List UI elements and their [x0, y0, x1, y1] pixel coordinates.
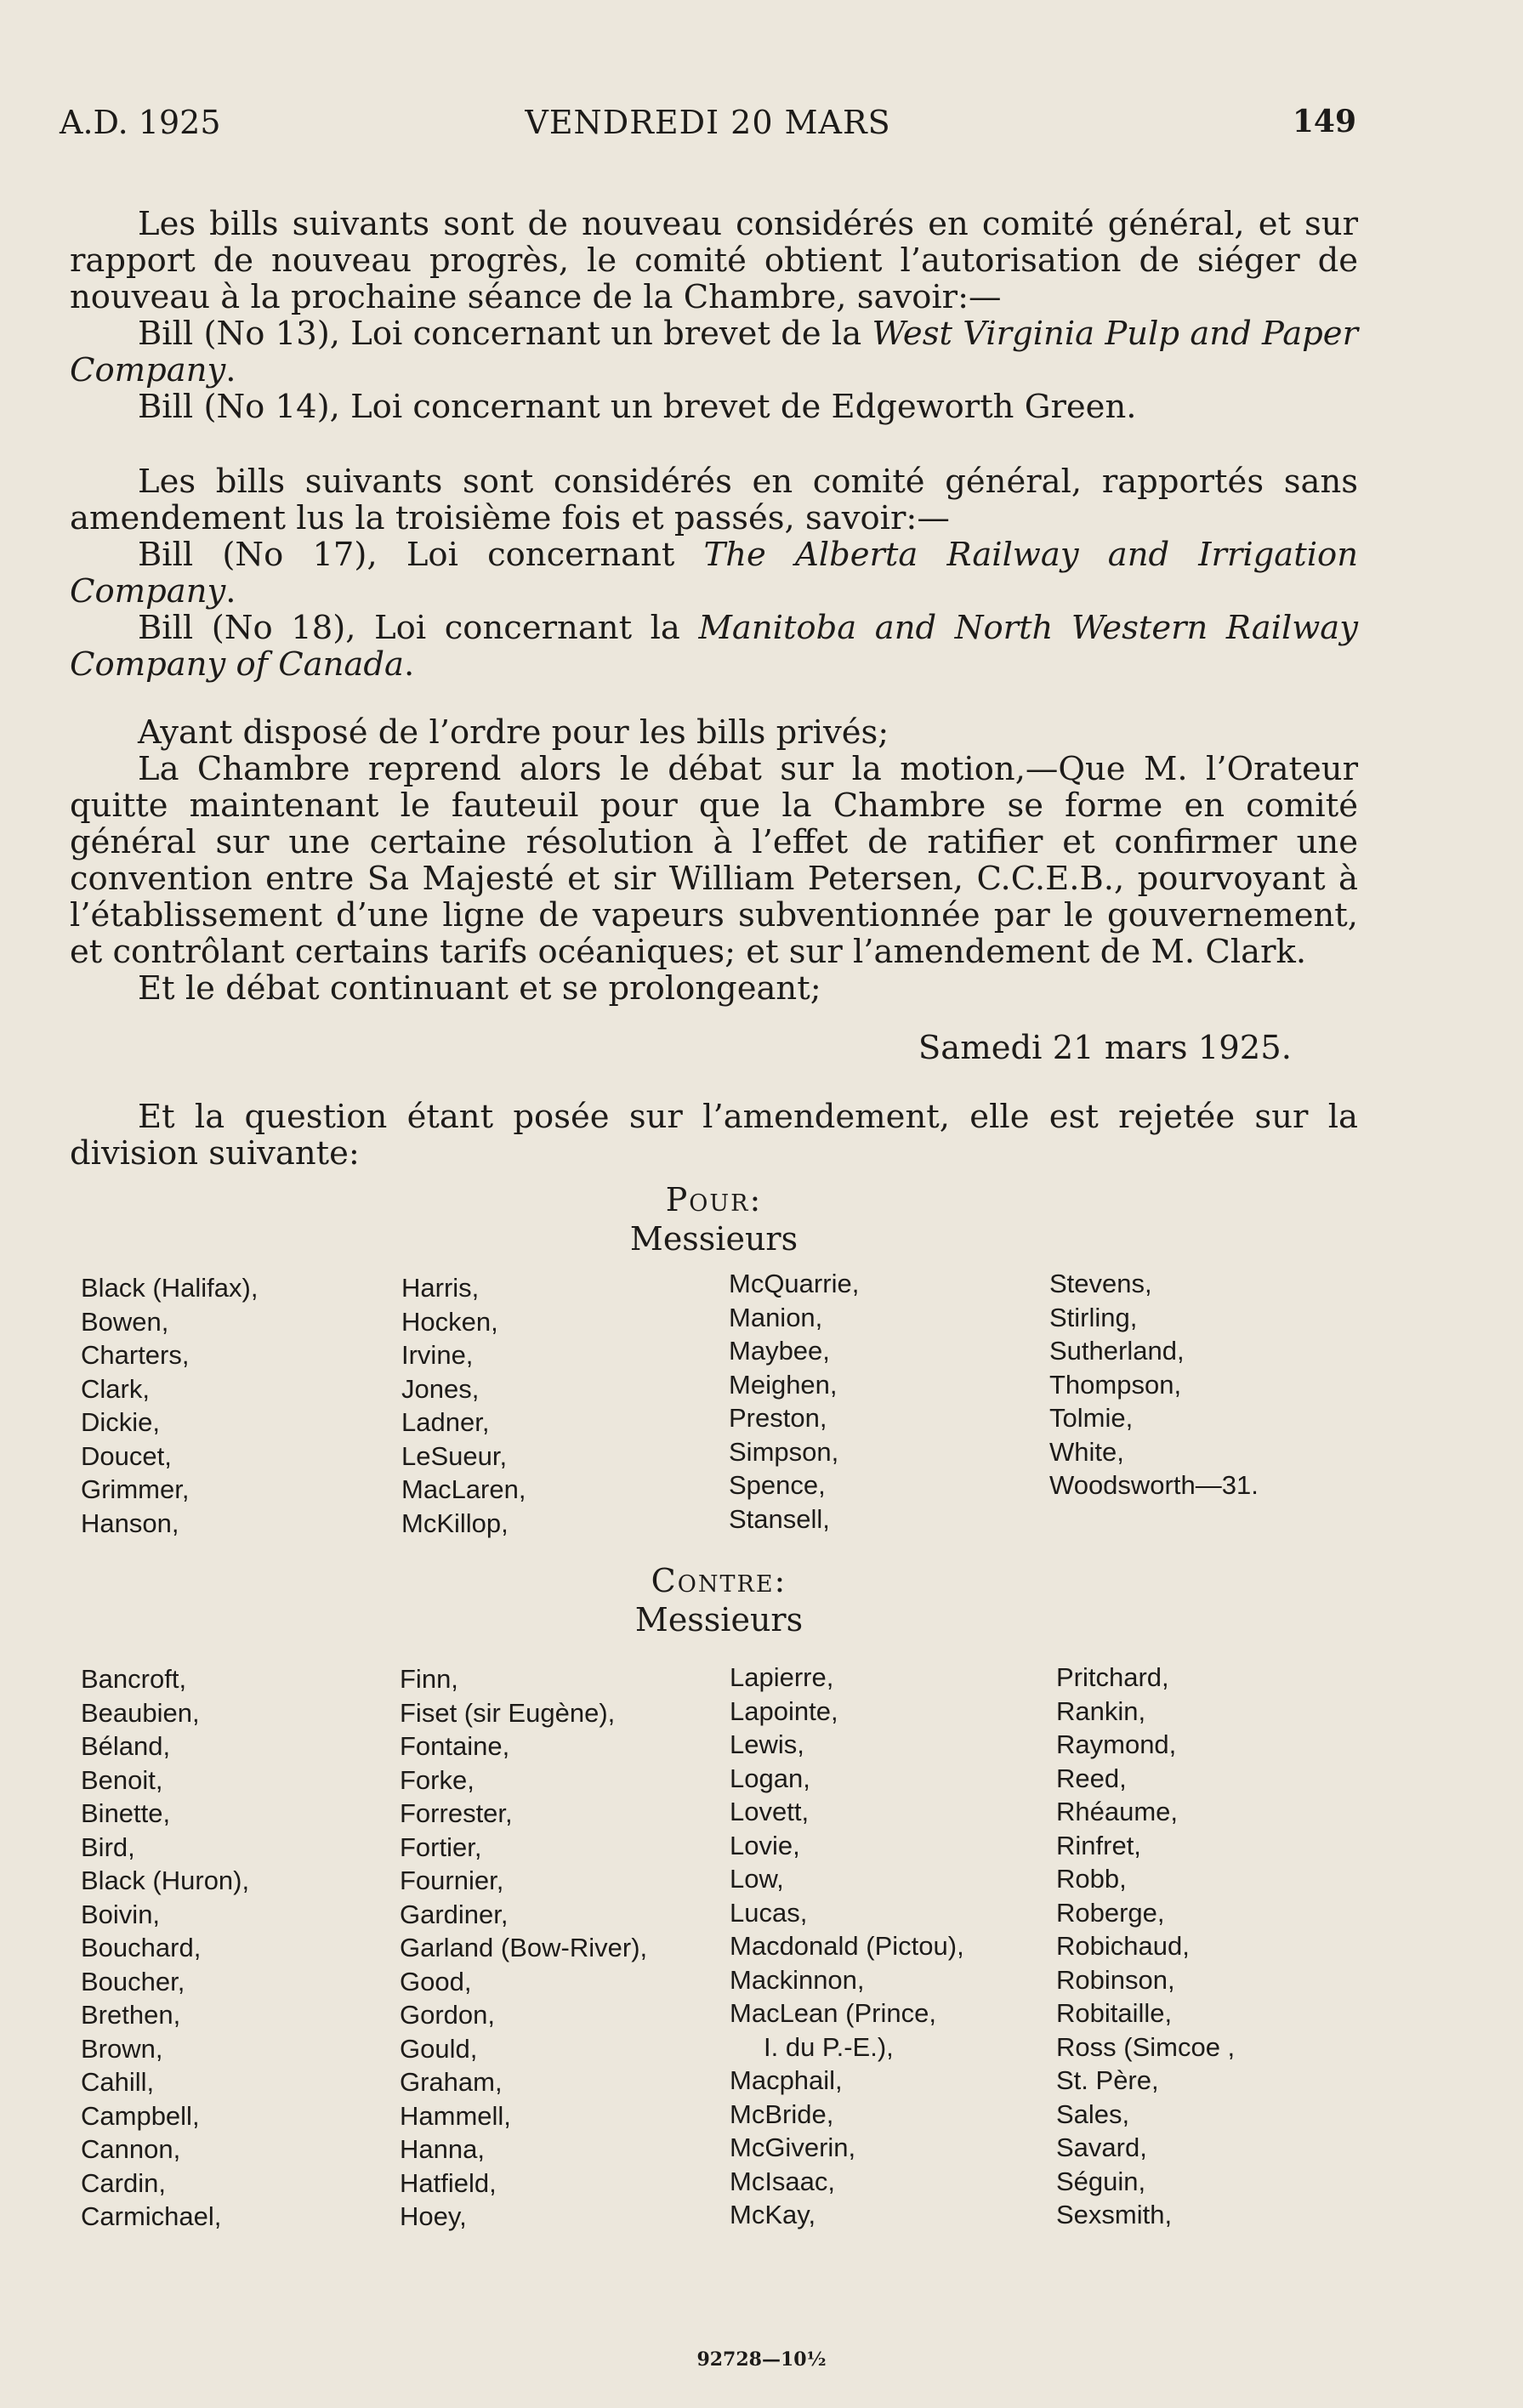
list-item: Hammell,: [400, 2100, 511, 2131]
list-item: Cardin,: [81, 2167, 166, 2198]
list-item: Hatfield,: [400, 2167, 497, 2198]
list-item: Stevens,: [1049, 1269, 1152, 1298]
paragraph-bills-progress: Les bills suivants sont de nouveau considérés en comité général, et sur rapport de nouveau progrès, le comité obtient l’autorisation de siéger de nouveau à la prochaine séance de la Chambre, savoir:—: [70, 205, 1358, 316]
list-item: Finn,: [400, 1664, 458, 1694]
list-item: Gould,: [400, 2033, 478, 2064]
yeas-heading: [0, 1180, 1475, 1258]
list-item: Raymond,: [1056, 1729, 1177, 1759]
list-item: Logan,: [730, 1763, 810, 1793]
list-item: McGiverin,: [730, 2133, 856, 2162]
list-item: Lovie,: [730, 1830, 800, 1860]
list-item: Campbell,: [81, 2100, 200, 2131]
list-item: Bouchard,: [81, 1933, 202, 1962]
list-item: Grimmer,: [81, 1474, 190, 1504]
list-item: Benoit,: [81, 1764, 163, 1795]
list-item: Savard,: [1056, 2133, 1147, 2162]
paragraph-division: Et la question étant posée sur l’amendement, elle est rejetée sur la division suivante:: [70, 1098, 1358, 1173]
printer-signature: 92728—10½: [696, 2348, 827, 2371]
list-item: St. Père,: [1056, 2065, 1159, 2095]
list-item: I. du P.-E.),: [764, 2031, 894, 2062]
list-item: Doucet,: [81, 1440, 172, 1471]
list-item: Meighen,: [729, 1369, 838, 1400]
list-item: Gardiner,: [400, 1899, 509, 1929]
list-item: Thompson,: [1049, 1369, 1182, 1400]
list-item: Rinfret,: [1056, 1830, 1141, 1860]
yeas-title: Pour:: [665, 1181, 763, 1218]
list-item: LeSueur,: [401, 1440, 508, 1471]
header-year: A.D. 1925: [60, 104, 221, 141]
yeas-column-3: [729, 1267, 859, 1536]
list-item: Black (Huron),: [81, 1866, 250, 1895]
list-item: Graham,: [400, 2067, 503, 2097]
list-item: Good,: [400, 1966, 472, 1996]
list-item: Boucher,: [81, 1966, 185, 1996]
list-item: Brethen,: [81, 2000, 181, 2030]
list-item: Robichaud,: [1056, 1931, 1190, 1961]
list-item: Clark,: [81, 1373, 150, 1404]
list-item: Rankin,: [1056, 1695, 1146, 1726]
list-item: Simpson,: [729, 1436, 839, 1467]
nays-column-2: [400, 1662, 647, 2234]
list-item: Sales,: [1056, 2098, 1130, 2129]
list-item: McKay,: [730, 2200, 816, 2229]
list-item: Woodsworth—31.: [1049, 1470, 1259, 1500]
nays-title: Contre:: [651, 1562, 787, 1599]
list-item: Dickie,: [81, 1407, 161, 1437]
nays-column-4: [1056, 1661, 1235, 2232]
nays-heading: [0, 1561, 1480, 1639]
list-item: Fortier,: [400, 1832, 482, 1862]
list-item: Maybee,: [729, 1336, 830, 1366]
list-item: Ross (Simcoe ,: [1056, 2031, 1236, 2062]
list-item: Beaubien,: [81, 1697, 200, 1728]
section-division: [70, 1099, 1358, 1172]
list-item: Macphail,: [730, 2065, 843, 2095]
list-item: Irvine,: [401, 1340, 474, 1370]
list-item: Forrester,: [400, 1798, 513, 1828]
list-item: Roberge,: [1056, 1897, 1165, 1928]
list-item: Forke,: [400, 1764, 475, 1795]
list-item: Cahill,: [81, 2067, 155, 2097]
list-item: Hocken,: [401, 1306, 498, 1337]
list-item: Béland,: [81, 1731, 171, 1761]
list-item: Pritchard,: [1056, 1662, 1169, 1692]
bill-14: Bill (No 14), Loi concernant un brevet de Edgeworth Green.: [138, 388, 1137, 426]
list-item: Spence,: [729, 1470, 826, 1500]
list-item: Robb,: [1056, 1864, 1127, 1894]
list-item: Charters,: [81, 1340, 190, 1370]
yeas-column-1: [81, 1271, 258, 1540]
list-item: MacLaren,: [401, 1474, 526, 1504]
paragraph-private-bills: Ayant disposé de l’ordre pour les bills privés;: [138, 713, 889, 752]
list-item: Hoey,: [400, 2201, 467, 2231]
list-item: Garland (Bow-River),: [400, 1933, 648, 1962]
list-item: Black (Halifax),: [81, 1273, 259, 1303]
list-item: Bird,: [81, 1832, 135, 1862]
list-item: Robinson,: [1056, 1964, 1175, 1995]
list-item: Bowen,: [81, 1306, 169, 1337]
bill-18: Bill (No 18), Loi concernant la Manitoba and North Western Railway Company of Canada.: [70, 609, 1358, 684]
nays-messieurs: Messieurs: [634, 1601, 804, 1638]
list-item: Brown,: [81, 2033, 163, 2064]
list-item: Hanna,: [400, 2134, 485, 2164]
paragraph-motion: La Chambre reprend alors le débat sur la motion,—Que M. l’Orateur quitte maintenant le fauteuil pour que la Chambre se forme en comité général sur une certaine résolution à l’effet de ratifier et confirmer une convention entre Sa Majesté et sir William Petersen, C.C.E.B., pourvoyant à l’établissement d’une ligne de vapeurs subventionnée par le gouvernement, et contrôlant certains tarifs océaniques; et sur l’amendement de M. Clark.: [70, 750, 1358, 971]
paragraph-debate-continues: Et le débat continuant et se prolongeant;: [138, 969, 821, 1008]
list-item: Lapierre,: [730, 1662, 834, 1692]
section-debate: [70, 714, 1358, 1007]
list-item: Lapointe,: [730, 1695, 838, 1726]
page-number: 149: [1292, 104, 1356, 139]
list-item: Reed,: [1056, 1763, 1127, 1793]
list-item: Preston,: [729, 1403, 827, 1433]
list-item: Cannon,: [81, 2134, 181, 2164]
paragraph-bills-passed: Les bills suivants sont considérés en comité général, rapportés sans amendement lus la troisième fois et passés, savoir:—: [70, 463, 1358, 537]
list-item: MacLean (Prince,: [730, 1998, 936, 2028]
nays-column-1: [81, 1662, 249, 2234]
list-item: Stirling,: [1049, 1302, 1138, 1332]
list-item: Boivin,: [81, 1899, 161, 1929]
yeas-messieurs: Messieurs: [629, 1220, 798, 1258]
list-item: Lucas,: [730, 1897, 808, 1928]
list-item: Fiset (sir Eugène),: [400, 1697, 616, 1728]
list-item: Fournier,: [400, 1866, 504, 1895]
list-item: McBride,: [730, 2098, 834, 2129]
running-header: [60, 104, 1356, 155]
list-item: Bancroft,: [81, 1664, 187, 1694]
list-item: Gordon,: [400, 2000, 496, 2030]
yeas-column-2: [401, 1271, 526, 1540]
list-item: Harris,: [401, 1273, 480, 1303]
list-item: Fontaine,: [400, 1731, 510, 1761]
list-item: Hanson,: [81, 1508, 179, 1538]
bill-17: Bill (No 17), Loi concernant The Alberta Railway and Irrigation Company.: [70, 536, 1358, 611]
list-item: Tolmie,: [1049, 1403, 1134, 1433]
header-date: VENDREDI 20 MARS: [525, 104, 891, 141]
list-item: Carmichael,: [81, 2201, 222, 2231]
list-item: Rhéaume,: [1056, 1797, 1179, 1826]
list-item: Sutherland,: [1049, 1336, 1185, 1366]
section-bills-progress: [70, 206, 1358, 425]
list-item: Binette,: [81, 1798, 171, 1828]
list-item: White,: [1049, 1436, 1124, 1467]
bill-13: Bill (No 13), Loi concernant un brevet de la West Virginia Pulp and Paper Company.: [70, 315, 1358, 389]
list-item: McKillop,: [401, 1508, 509, 1538]
list-item: Jones,: [401, 1373, 480, 1404]
list-item: Low,: [730, 1864, 784, 1894]
list-item: Lewis,: [730, 1729, 804, 1759]
date-line: Samedi 21 mars 1925.: [918, 1029, 1292, 1067]
list-item: Stansell,: [729, 1503, 830, 1534]
list-item: Lovett,: [730, 1797, 810, 1826]
list-item: Séguin,: [1056, 2166, 1146, 2196]
list-item: McIsaac,: [730, 2166, 836, 2196]
section-bills-passed: [70, 463, 1358, 683]
list-item: McQuarrie,: [729, 1269, 860, 1298]
list-item: Macdonald (Pictou),: [730, 1931, 964, 1961]
list-item: Manion,: [729, 1302, 823, 1332]
list-item: Ladner,: [401, 1407, 490, 1437]
list-item: Sexsmith,: [1056, 2200, 1173, 2229]
list-item: Robitaille,: [1056, 1998, 1173, 2028]
list-item: Mackinnon,: [730, 1964, 865, 1995]
nays-column-3: [730, 1661, 964, 2232]
yeas-column-4: [1049, 1267, 1259, 1502]
